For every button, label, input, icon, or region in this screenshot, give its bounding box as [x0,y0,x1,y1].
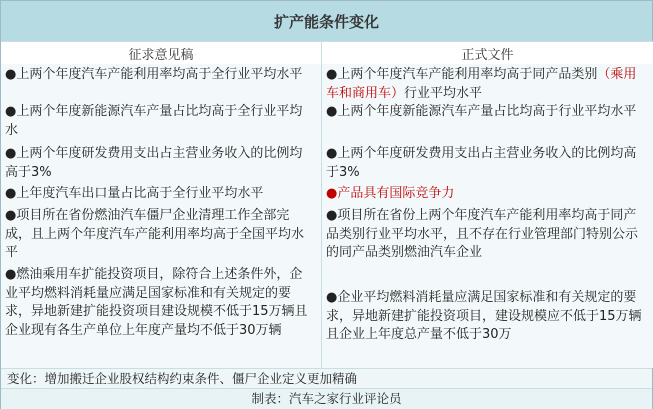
official-item: ●上两个年度研发费用支出占主营业务收入的比例均高于3% [326,146,637,180]
bullet-icon: ● [326,104,338,119]
draft-item: ●上年度汽车出口量占比高于全行业平均水平 [5,186,264,201]
official-item: ●上两个年度新能源汽车产量占比均高于行业平均水平 [326,104,637,119]
official-item: ●企业平均燃料消耗量应满足国家标准和有关规定的要求，异地新建扩能投资项目，建设规模应不低于15万辆且企业上年度总产量不低于30万 [326,290,642,342]
highlight-text: （乘用车和商用车） [326,67,637,101]
bullet-icon: ● [5,104,17,119]
draft-item: ●项目所在省份燃油汽车僵尸企业清理工作全部完成，且上两个年度汽车产能利用率均高于全国平均水平 [5,208,305,260]
draft-column [1,64,321,368]
bullet-icon: ● [5,67,17,82]
draft-item: ●上两个年度新能源汽车产量占比均高于全行业平均水 [5,104,303,138]
bullet-icon: ● [326,290,338,305]
official-column [321,64,653,368]
official-item: ●上两个年度汽车产能利用率均高于同产品类别（乘用车和商用车）行业平均水平 [326,67,637,101]
bullet-icon: ● [5,208,17,223]
header-draft: 征求意见稿 [1,41,321,66]
bullet-icon: ● [5,146,17,161]
draft-item: ●上两个年度研发费用支出占主营业务收入的比例均高于3% [5,146,303,180]
draft-item: ●燃油乘用车扩能投资项目，除符合上述条件外，企业平均燃料消耗量应满足国家标准和有关规定的要求，异地新建扩能投资项目建设规模不低于15万辆且企业现有各生产单位上年度产量均不低于30万辆 [5,267,308,338]
bullet-icon: ● [326,146,338,161]
highlight-text: 产品具有国际竞争力 [337,186,455,201]
table-title: 扩产能条件变化 [1,1,652,41]
change-summary: 变化：增加搬迁企业股权结构约束条件、僵尸企业定义更加精确 [1,368,652,388]
bullet-icon: ● [326,186,338,201]
official-item [326,185,647,204]
official-item: ●项目所在省份上两个年度汽车产能利用率均高于同产品类别行业平均水平，且不存在行业管理部门特别公示的同产品类别燃油汽车企业 [326,208,639,260]
bullet-icon: ● [326,67,338,82]
table-credit: 制表：汽车之家行业评论员 [1,388,652,409]
bullet-icon: ● [5,267,17,282]
bullet-icon: ● [5,186,17,201]
draft-item: ●上两个年度汽车产能利用率均高于全行业平均水平 [5,67,303,82]
header-official: 正式文件 [321,41,653,66]
bullet-icon: ● [326,208,338,223]
